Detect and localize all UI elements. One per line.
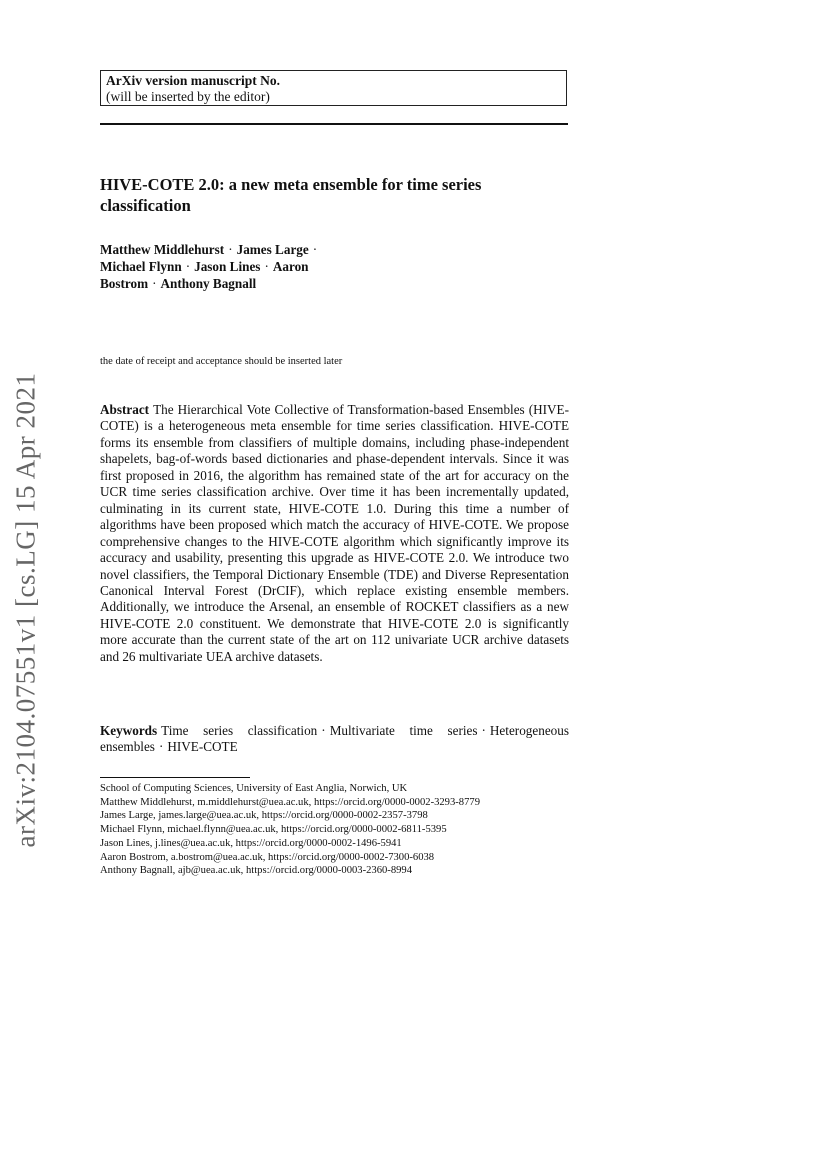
author-separator: · — [228, 242, 233, 257]
author-separator: · — [312, 242, 318, 257]
author-contact-line[interactable]: Jason Lines, j.lines@uea.ac.uk, https://orcid.org/0000-0002-1496-5941 — [100, 837, 402, 849]
keyword: Heterogeneous ensembles — [100, 723, 569, 755]
author-contact-line[interactable]: Aaron Bostrom, a.bostrom@uea.ac.uk, https://orcid.org/0000-0002-7300-6038 — [100, 851, 435, 863]
author-list — [100, 241, 400, 292]
affiliation-footnotes — [100, 782, 570, 878]
author-contact-line[interactable]: James Large, james.large@uea.ac.uk, https://orcid.org/0000-0002-2357-3798 — [100, 810, 428, 822]
keyword-separator: · — [158, 739, 164, 755]
editor-note: (will be inserted by the editor) — [106, 89, 270, 104]
author-name: James Large — [236, 242, 309, 257]
keyword: Time series classification — [161, 723, 318, 738]
keyword-separator: · — [481, 723, 486, 738]
author-separator: · — [264, 259, 269, 274]
author-name: Aaron Bostrom — [100, 259, 309, 291]
keyword: HIVE-COTE — [167, 739, 238, 755]
author-name: Anthony Bagnall — [160, 276, 257, 291]
abstract-label: Abstract — [100, 402, 150, 417]
affiliation-line: School of Computing Sciences, University of East Anglia, Norwich, UK — [100, 783, 408, 794]
keywords — [100, 723, 569, 756]
author-name: Michael Flynn — [100, 259, 182, 274]
keyword-separator: · — [321, 723, 326, 738]
author-contact-line[interactable]: Michael Flynn, michael.flynn@uea.ac.uk, https://orcid.org/0000-0002-6811-5395 — [100, 824, 447, 836]
author-name: Matthew Middlehurst — [100, 242, 225, 257]
keywords-label: Keywords — [100, 723, 158, 738]
manuscript-number-label: ArXiv version manuscript No. — [106, 73, 280, 88]
footnote-rule — [100, 777, 250, 778]
arxiv-identifier[interactable]: arXiv:2104.07551v1 [cs.LG] 15 Apr 2021 — [10, 372, 41, 848]
paper-title: HIVE-COTE 2.0: a new meta ensemble for time series classification — [100, 175, 482, 215]
author-separator: · — [185, 259, 191, 274]
keyword: Multivariate time series — [329, 723, 478, 738]
author-name: Jason Lines — [194, 259, 261, 274]
abstract-text: The Hierarchical Vote Collective of Transformation-based Ensembles (HIVE-COTE) is a heterogeneous meta ensemble for time series classification. HIVE-COTE forms its ensemble from classifiers of multiple domains, including phase-independent shapelets, bag-of-words based dictionaries and phase-dependent intervals. Since it was first proposed in 2016, the algorithm has remained state of the art for accuracy on the UCR time series classification archive. Over time it has been incrementally updated, culminating in its current state, HIVE-COTE 1.0. During this time a number of algorithms have been proposed which match the accuracy of HIVE-COTE. We propose comprehensive changes to the HIVE-COTE algorithm which significantly improve its accuracy and usability, presenting this upgrade as HIVE-COTE 2.0. We introduce two novel classifiers, the Temporal Dictionary Ensemble (TDE) and Diverse Representation Canonical Interval Forest (DrCIF), which replace existing ensemble members. Additionally, we introduce the Arsenal, an ensemble of ROCKET classifiers as a new HIVE-COTE 2.0 constituent. We demonstrate that HIVE-COTE 2.0 is significantly more accurate than the current state of the art on 112 univariate UCR archive datasets and 26 multivariate UEA archive datasets. — [100, 402, 569, 664]
author-contact-line[interactable]: Anthony Bagnall, ajb@uea.ac.uk, https://orcid.org/0000-0003-2360-8994 — [100, 865, 413, 877]
header-rule — [100, 123, 568, 125]
arxiv-sidebar — [3, 365, 49, 855]
abstract — [100, 402, 569, 665]
author-contact-line[interactable]: Matthew Middlehurst, m.middlehurst@uea.ac.uk, https://orcid.org/0000-0002-3293-8779 — [100, 796, 480, 808]
received-note: the date of receipt and acceptance should be inserted later — [100, 356, 343, 367]
author-separator: · — [152, 276, 157, 291]
manuscript-header-box — [100, 70, 567, 106]
